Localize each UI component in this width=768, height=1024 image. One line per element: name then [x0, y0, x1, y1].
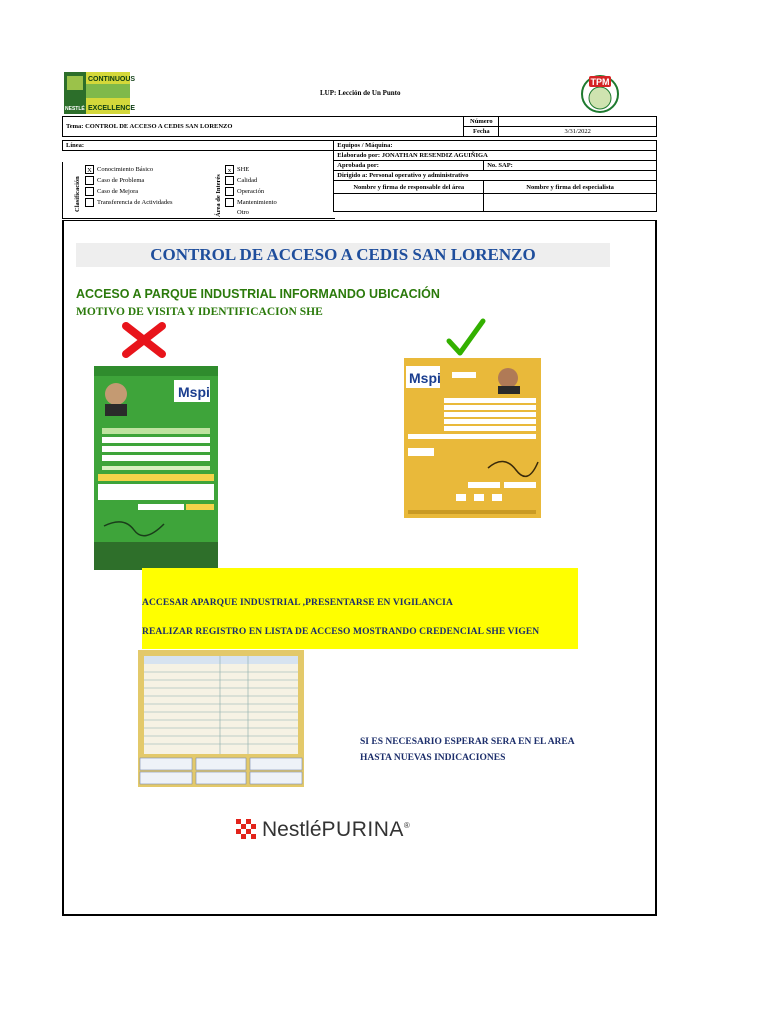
tema-text: Tema: CONTROL DE ACCESO A CEDIS SAN LORENZO	[66, 123, 233, 130]
area-interes-label: Área de Interés	[215, 174, 222, 217]
equipos-label: Equipos / Máquina:	[334, 141, 657, 151]
main-title: CONTROL DE ACCESO A CEDIS SAN LORENZO	[150, 245, 536, 264]
tema-cell	[63, 117, 464, 137]
green-card-brand: Mspi	[178, 384, 210, 400]
registered-mark: ®	[403, 821, 410, 830]
numero-label: Número	[464, 117, 499, 127]
instruction-1: ACCESAR APARQUE INDUSTRIAL ,PRESENTARSE EN VIGILANCIA	[142, 598, 453, 608]
aprobada-label: Aprobada por:	[334, 161, 484, 171]
classification-box	[62, 162, 335, 219]
tpm-text: TPM	[590, 77, 610, 87]
no-sap-label: No. SAP:	[484, 161, 657, 171]
red-cross-icon	[122, 322, 166, 358]
checkbox-she[interactable]: x SHE	[225, 165, 249, 175]
linea-label: Línea:	[63, 141, 334, 151]
instruction-2: REALIZAR REGISTRO EN LISTA DE ACCESO MOSTRANDO CREDENCIAL SHE VIGEN	[142, 627, 540, 637]
brand-nestle: Nestlé	[262, 818, 322, 841]
tpm-logo	[580, 72, 620, 116]
checkbox-conocimiento-basico[interactable]: X Conocimiento Básico	[85, 165, 153, 175]
green-credential-photo	[94, 366, 218, 570]
yellow-credential-photo	[404, 358, 541, 518]
firma-especialista-label: Nombre y firma del especialista	[484, 181, 657, 194]
checkbox-mantenimiento[interactable]: Mantenimiento	[225, 198, 277, 208]
green-check-icon	[445, 315, 487, 361]
continuous-excellence-logo	[64, 72, 136, 114]
area-otro: Otro	[237, 209, 249, 216]
nestle-purina-logo	[236, 818, 410, 842]
subtitle-acceso: ACCESO A PARQUE INDUSTRIAL INFORMANDO UBICACIÓN	[76, 287, 440, 301]
firma-area-label: Nombre y firma de responsable del área	[334, 181, 484, 194]
subtitle-motivo: MOTIVO DE VISITA Y IDENTIFICACION SHE	[76, 306, 323, 318]
numero-value	[499, 117, 657, 127]
elaborado-label: Elaborado por: JONATHAN RESENDIZ AGUIÑIGA	[334, 151, 657, 161]
fecha-label: Fecha	[464, 127, 499, 137]
form-header-table	[62, 116, 657, 137]
checkbox-caso-problema[interactable]: Caso de Problema	[85, 176, 144, 186]
wait-text-2: HASTA NUEVAS INDICACIONES	[360, 753, 506, 763]
logo-line2: EXCELLENCE	[88, 105, 136, 112]
yellow-card-brand: Mspi	[409, 370, 441, 386]
document-title: LUP: Lección de Un Punto	[320, 89, 401, 97]
logo-brand: NESTLÉ	[65, 106, 85, 112]
logo-line1: CONTINUOUS	[88, 76, 136, 83]
brand-purina: PURINA	[321, 818, 404, 841]
wait-text-1: SI ES NECESARIO ESPERAR SERA EN EL AREA	[360, 737, 575, 747]
checkbox-transferencia[interactable]: Transferencia de Actividades	[85, 198, 173, 208]
checkbox-caso-mejora[interactable]: Caso de Mejora	[85, 187, 138, 197]
dirigido-label: Dirigido a: Personal operativo y administrativo	[334, 171, 657, 181]
checkbox-calidad[interactable]: Calidad	[225, 176, 257, 186]
purina-checkerboard-icon	[236, 819, 256, 839]
clasificacion-label: Clasificación	[74, 176, 81, 212]
fecha-value: 3/31/2022	[499, 127, 657, 137]
firma-especialista-space	[484, 194, 657, 212]
checkbox-operacion[interactable]: Operación	[225, 187, 264, 197]
firma-area-space	[334, 194, 484, 212]
access-list-photo	[138, 650, 304, 787]
